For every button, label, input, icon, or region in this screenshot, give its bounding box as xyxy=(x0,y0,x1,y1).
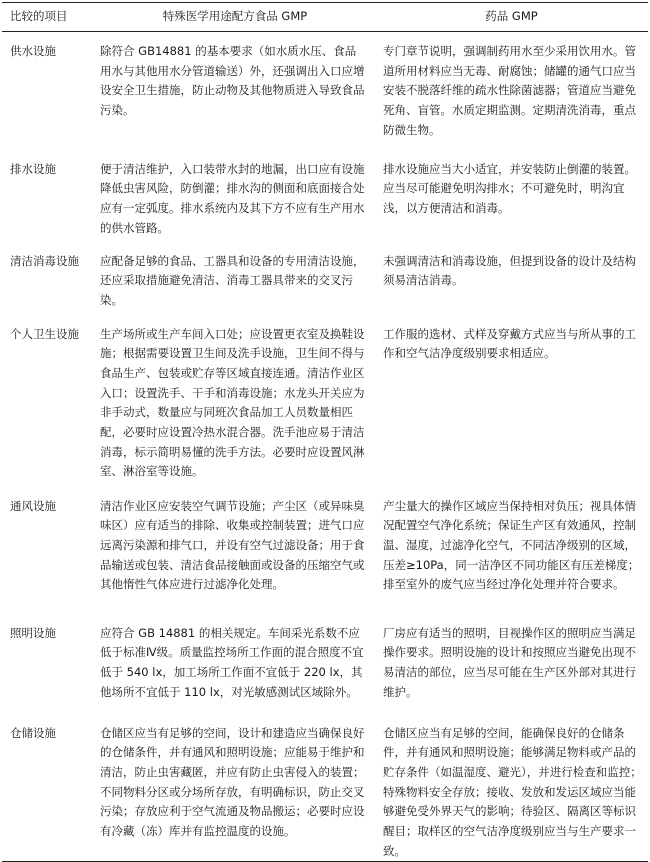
table-row xyxy=(2,714,648,862)
row-food-gmp: 除符合 GB14881 的基本要求（如水质水压、食品用水与其他用水分管道输送）外，还强调出入口应增设安全卫生措施，防止动物及其他物质进入导致食品污染。 xyxy=(100,44,365,118)
table-row xyxy=(2,614,648,714)
table-row xyxy=(2,315,648,487)
row-food-gmp: 仓储区应当有足够的空间，设计和建造应当确保良好的仓储条件，并有通风和照明设施；应能易于维护和清洁，防止虫害藏匿，并应有防止虫害侵入的装置；不同物料分区或分场所存放，有明确标识，防止交叉污染；存放应利于空气流通及物品搬运；必要时应设有冷藏（冻）库并有监控温度的设施。 xyxy=(95,714,375,862)
row-item: 个人卫生设施 xyxy=(10,326,79,341)
row-item: 仓储设施 xyxy=(2,714,95,862)
row-drug-gmp: 工作服的选材、式样及穿戴方式应当与所从事的工作和空气洁净度级别要求相适应。 xyxy=(383,326,636,361)
row-drug-gmp: 专门章节说明，强调制药用水至少采用饮用水。管道所用材料应当无毒、耐腐蚀；储罐的通气口应当安装不脱落纤维的疏水性除菌滤器；管道应当避免死角、盲管。水质定期监测。定期清洗消毒，重点防微生物。 xyxy=(383,44,636,137)
row-drug-gmp: 产尘量大的操作区域应当保持相对负压；视具体情况配置空气净化系统；保证生产区有效通风，控制温、湿度，过滤净化空气，不同洁净级别的区域，压差≥10Pa，同一洁净区不同功能区有压差梯度；排至室外的废气应当经过净化处理并符合要求。 xyxy=(383,498,640,592)
row-item: 通风设施 xyxy=(10,498,56,513)
row-drug-gmp: 厂房应有适当的照明，目视操作区的照明应当满足操作要求。照明设施的设计和按照应当避免出现不易清洁的部位，应当尽可能在生产区外部对其进行维护。 xyxy=(383,625,636,699)
table-header-row xyxy=(2,3,648,32)
table-row xyxy=(2,150,648,242)
header-drug-gmp: 药品 GMP xyxy=(375,3,648,32)
row-drug-gmp: 仓储区应当有足够的空间，能确保良好的仓储条件，并有通风和照明设施；能够满足物料或产品的贮存条件（如温湿度、避光），并进行检查和监控；特殊物料安全存放；接收、发放和发运区域应当能够避免受外界天气的影响；待验区、隔离区等标识醒目；取样区的空气洁净度级别应当与生产要求一致。 xyxy=(375,714,648,862)
row-food-gmp: 应符合 GB 14881 的相关规定。车间采光系数不应低于标准Ⅳ级。质量监控场所工作面的混合照度不宜低于 540 lx，加工场所工作面不宜低于 220 lx，其他场所不宜低于 110 lx，对光敏感测试区域除外。 xyxy=(100,625,364,699)
row-item: 供水设施 xyxy=(10,44,56,58)
row-item: 照明设施 xyxy=(10,625,56,640)
row-food-gmp: 便于清洁维护，入口装带水封的地漏，出口应有设施降低虫害风险，防倒灌；排水沟的侧面和底面接合处应有一定弧度。排水系统内及其下方不应有生产用水的供水管路。 xyxy=(100,161,365,235)
table-row xyxy=(2,242,648,315)
row-drug-gmp: 未强调清洁和消毒设施，但提到设备的设计及结构须易清洁消毒。 xyxy=(383,253,636,288)
gmp-comparison-table xyxy=(2,2,648,862)
header-food-gmp: 特殊医学用途配方食品 GMP xyxy=(95,3,375,32)
row-food-gmp: 生产场所或生产车间入口处；应设置更衣室及换鞋设施；根据需要设置卫生间及洗手设施，卫生间不得与食品生产、包装或贮存等区域直接连通。清洁作业区入口；设置洗手、干手和消毒设施；水龙头开关应为非手动式，数量应与同班次食品加工人员数量相匹配，必要时应设置冷热水混合器。洗手池应易于清洁消毒，标示简明易懂的洗手方法。必要时应设置风淋室、淋浴室等设施。 xyxy=(100,326,365,479)
table-row xyxy=(2,32,648,150)
row-food-gmp: 清洁作业区应安装空气调节设施；产尘区（或异味臭味区）应有适当的排除、收集或控制装置；进气口应远离污染源和排气口，并设有空气过滤设备；用于食品输送或包装、清洁食品接触面或设备的压缩空气或其他惰性气体应进行过滤净化处理。 xyxy=(100,498,365,592)
row-food-gmp: 应配备足够的食品、工器具和设备的专用清洁设施，还应采取措施避免清洁、消毒工器具带来的交叉污染。 xyxy=(100,253,365,307)
row-drug-gmp: 排水设施应当大小适宜，并安装防止倒灌的装置。应当尽可能避免明沟排水；不可避免时，明沟宜浅，以方便清洁和消毒。 xyxy=(383,161,636,215)
row-item: 清洁消毒设施 xyxy=(10,253,79,268)
table-row xyxy=(2,487,648,614)
row-item: 排水设施 xyxy=(10,161,56,176)
header-item: 比较的项目 xyxy=(2,3,95,32)
